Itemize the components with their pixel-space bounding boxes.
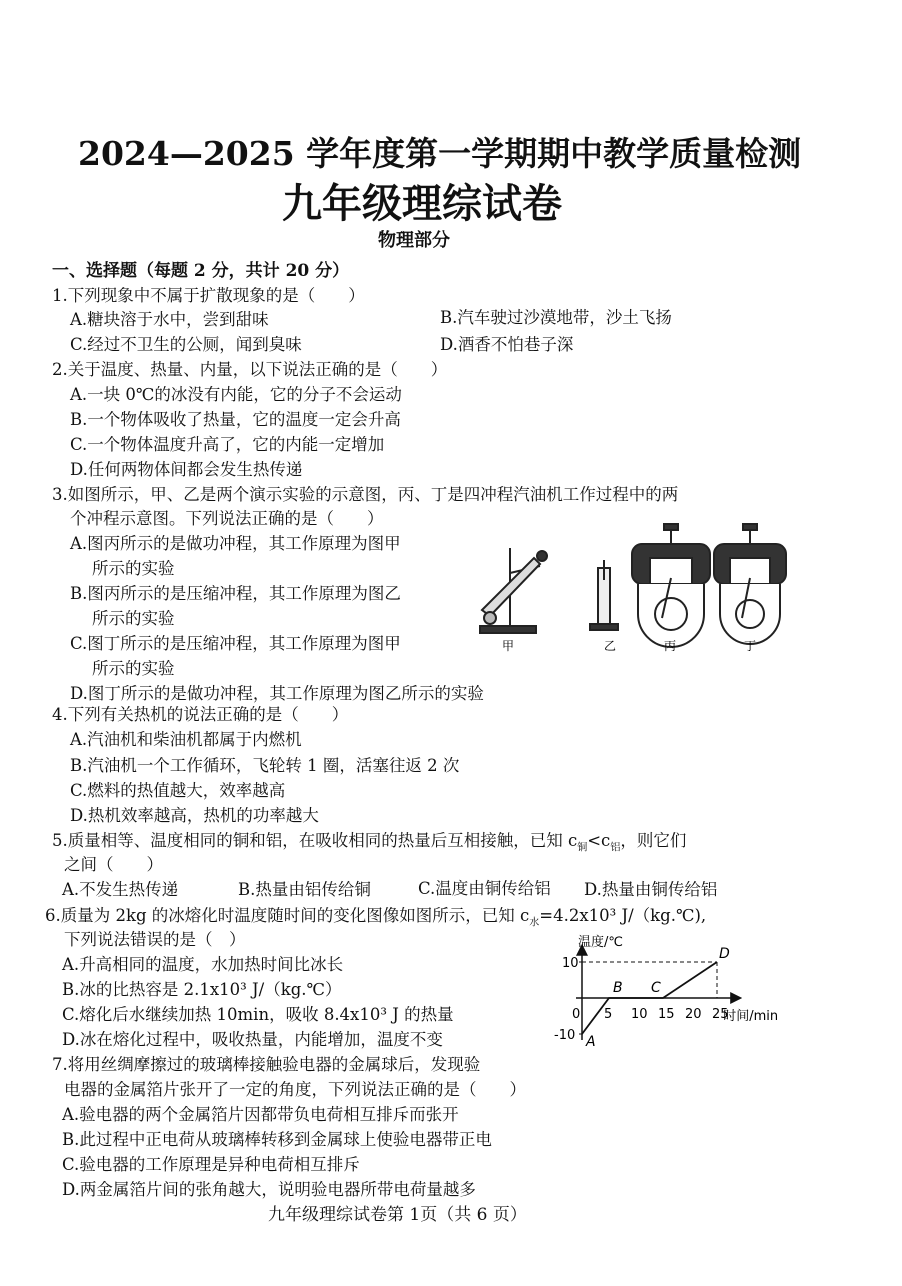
point-label-b: B [613, 980, 623, 996]
q7-option-b: B.此过程中正电荷从玻璃棒转移到金属球上使验电器带正电 [62, 1130, 492, 1149]
q5-sub-aluminium: 铝 [610, 842, 621, 854]
q3-option-c-cont: 所示的实验 [92, 659, 175, 678]
q3-option-b: B.图丙所示的是压缩冲程，其工作原理为图乙 [70, 584, 401, 603]
label-ding: 丁 [744, 639, 757, 653]
temperature-time-chart [540, 930, 780, 1058]
q3-option-d: D.图丁所示的是做功冲程，其工作原理为图乙所示的实验 [70, 684, 484, 703]
point-label-c: C [651, 980, 661, 996]
q5-option-b: B.热量由铝传给铜 [238, 880, 371, 899]
q3-option-a-cont: 所示的实验 [92, 559, 175, 578]
q5-stem-mid: <c [587, 831, 611, 850]
q7-option-c: C.验电器的工作原理是异种电荷相互排斥 [62, 1155, 360, 1174]
figure-bing [632, 524, 710, 647]
q6-stem-post: =4.2x10³ J/（kg.℃), [539, 906, 707, 925]
x-tick-label: 15 [658, 1007, 675, 1022]
q6-stem [45, 902, 706, 928]
q1-option-d: D.酒香不怕巷子深 [440, 335, 574, 354]
q5-stem-post: ，则它们 [620, 831, 687, 850]
q5-sub-copper: 铜 [577, 842, 588, 854]
q4-stem: 4.下列有关热机的说法正确的是（ ） [52, 705, 349, 724]
q1-option-c: C.经过不卫生的公厕，闻到臭味 [70, 335, 302, 354]
q2-option-d: D.任何两物体间都会发生热传递 [70, 460, 303, 479]
x-tick-label: 20 [685, 1007, 702, 1022]
q3-option-c: C.图丁所示的是压缩冲程，其工作原理为图甲 [70, 634, 401, 653]
y-tick-label: -10 [554, 1028, 576, 1043]
q6-stem-line2: 下列说法错误的是（ ） [64, 930, 246, 949]
q6-option-b: B.冰的比热容是 2.1x10³ J/（kg.℃） [62, 980, 342, 999]
q6-option-a: A.升高相同的温度，水加热时间比冰长 [62, 955, 344, 974]
q5-stem-pre: 5.质量相等、温度相同的铜和铝，在吸收相同的热量后互相接触，已知 c [52, 831, 578, 850]
q7-stem-line1: 7.将用丝绸摩擦过的玻璃棒接触验电器的金属球后，发现验 [52, 1055, 481, 1074]
q2-option-c: C.一个物体温度升高了，它的内能一定增加 [70, 435, 385, 454]
label-bing: 丙 [664, 639, 677, 653]
figure-jia [480, 548, 547, 633]
x-axis-label: 时间/min [723, 1009, 779, 1024]
section-part: 物理部分 [378, 230, 450, 251]
page-footer: 九年级理综试卷第 1页（共 6 页） [268, 1205, 527, 1225]
x-tick-label: 0 [572, 1007, 581, 1022]
q5-option-c: C.温度由铜传给铝 [418, 879, 551, 898]
q5-stem-line2: 之间（ ） [64, 855, 163, 874]
q3-option-a: A.图丙所示的是做功冲程，其工作原理为图甲 [70, 534, 401, 553]
q5-stem [52, 827, 686, 853]
point-label-d: D [719, 946, 730, 962]
q6-sub-water: 水 [529, 917, 540, 929]
q6-option-c: C.熔化后水继续加热 10min，吸收 8.4x10³ J 的热量 [62, 1005, 454, 1024]
q6-stem-pre: 6.质量为 2kg 的冰熔化时温度随时间的变化图像如图所示，已知 c [45, 906, 530, 925]
q2-stem: 2.关于温度、热量、内量，以下说法正确的是（ ） [52, 360, 448, 379]
q1-option-a: A.糖块溶于水中，尝到甜味 [70, 310, 269, 329]
q1-stem: 1.下列现象中不属于扩散现象的是（ ） [52, 286, 365, 305]
section-heading: 一、选择题（每题 2 分，共计 20 分） [52, 261, 350, 281]
point-label-a: A [586, 1034, 596, 1050]
q4-option-d: D.热机效率越高，热机的功率越大 [70, 806, 319, 825]
y-tick-label: 10 [562, 956, 579, 971]
q5-option-a: A.不发生热传递 [62, 880, 179, 899]
y-axis-label: 温度/℃ [578, 935, 623, 950]
q4-option-b: B.汽油机一个工作循环，飞轮转 1 圈，活塞往返 2 次 [70, 756, 460, 775]
q7-option-a: A.验电器的两个金属箔片因都带负电荷相互排斥而张开 [62, 1105, 459, 1124]
q4-option-c: C.燃料的热值越大，效率越高 [70, 781, 286, 800]
figure-ding [714, 524, 786, 644]
q3-option-b-cont: 所示的实验 [92, 609, 175, 628]
x-tick-label: 25 [712, 1007, 729, 1022]
q2-option-a: A.一块 0℃的冰没有内能，它的分子不会运动 [70, 385, 402, 404]
label-jia: 甲 [502, 639, 515, 653]
q7-stem-line2: 电器的金属箔片张开了一定的角度，下列说法正确的是（ ） [64, 1080, 526, 1099]
q2-option-b: B.一个物体吸收了热量，它的温度一定会升高 [70, 410, 401, 429]
q5-option-d: D.热量由铜传给铝 [584, 880, 718, 899]
q3-figure [462, 518, 792, 658]
exam-title: 2024—2025 学年度第一学期期中教学质量检测 [78, 134, 802, 173]
x-tick-label: 5 [604, 1007, 613, 1022]
figure-yi [590, 560, 618, 630]
x-tick-label: 10 [631, 1007, 648, 1022]
q6-option-d: D.冰在熔化过程中，吸收热量，内能增加，温度不变 [62, 1030, 443, 1049]
label-yi: 乙 [604, 639, 617, 653]
q1-option-b: B.汽车驶过沙漠地带，沙土飞扬 [440, 308, 672, 327]
q4-option-a: A.汽油机和柴油机都属于内燃机 [70, 730, 302, 749]
q7-option-d: D.两金属箔片间的张角越大，说明验电器所带电荷量越多 [62, 1180, 476, 1199]
exam-subtitle: 九年级理综试卷 [282, 180, 562, 227]
q3-stem-line2: 个冲程示意图。下列说法正确的是（ ） [70, 509, 384, 528]
q3-stem-line1: 3.如图所示，甲、乙是两个演示实验的示意图，丙、丁是四冲程汽油机工作过程中的两 [52, 485, 679, 504]
